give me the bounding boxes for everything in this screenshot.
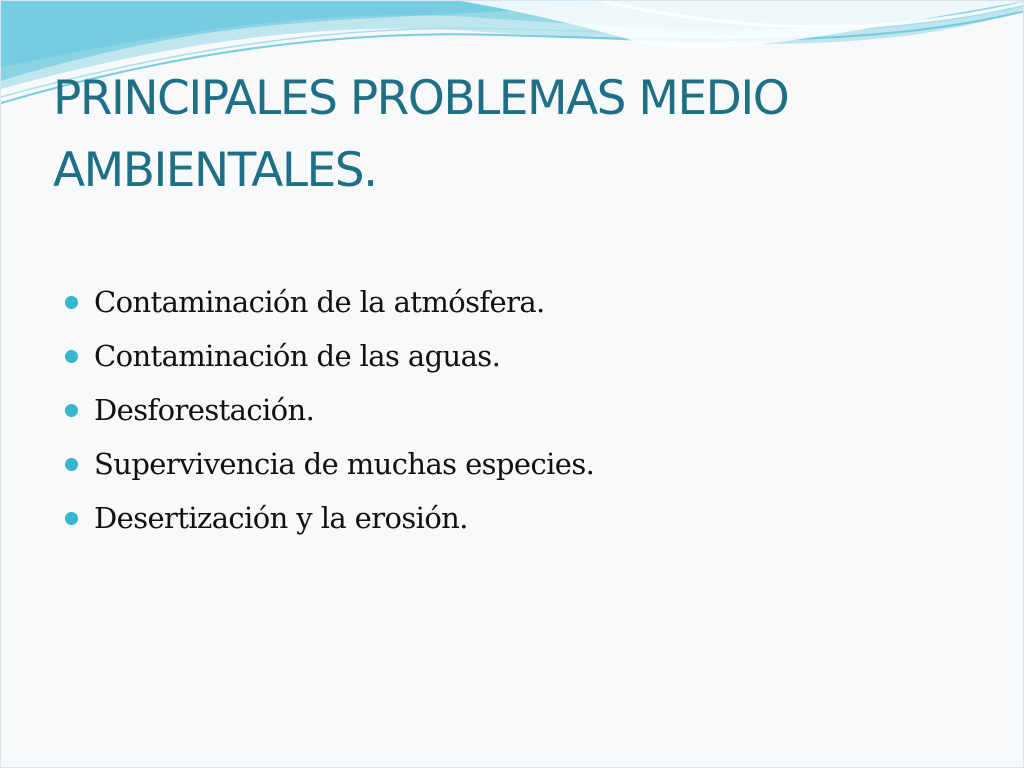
bullet-text: Contaminación de la atmósfera. [94,285,545,319]
bullet-text: Contaminación de las aguas. [94,339,501,373]
bullet-list [65,275,594,545]
bullet-dot-icon [65,512,78,525]
bullet-item [65,329,594,383]
slide-title-line-1: PRINCIPALES PROBLEMAS MEDIO [53,71,789,126]
bullet-dot-icon [65,404,78,417]
bullet-dot-icon [65,458,78,471]
bullet-item [65,491,594,545]
bullet-dot-icon [65,350,78,363]
bullet-item [65,275,594,329]
bullet-dot-icon [65,296,78,309]
bullet-text: Desertización y la erosión. [94,501,468,535]
bullet-item [65,383,594,437]
bullet-text: Supervivencia de muchas especies. [94,447,595,481]
bullet-item [65,437,594,491]
slide-title-line-2: AMBIENTALES. [53,143,377,198]
bullet-text: Desforestación. [94,393,315,427]
slide-title [53,63,983,207]
